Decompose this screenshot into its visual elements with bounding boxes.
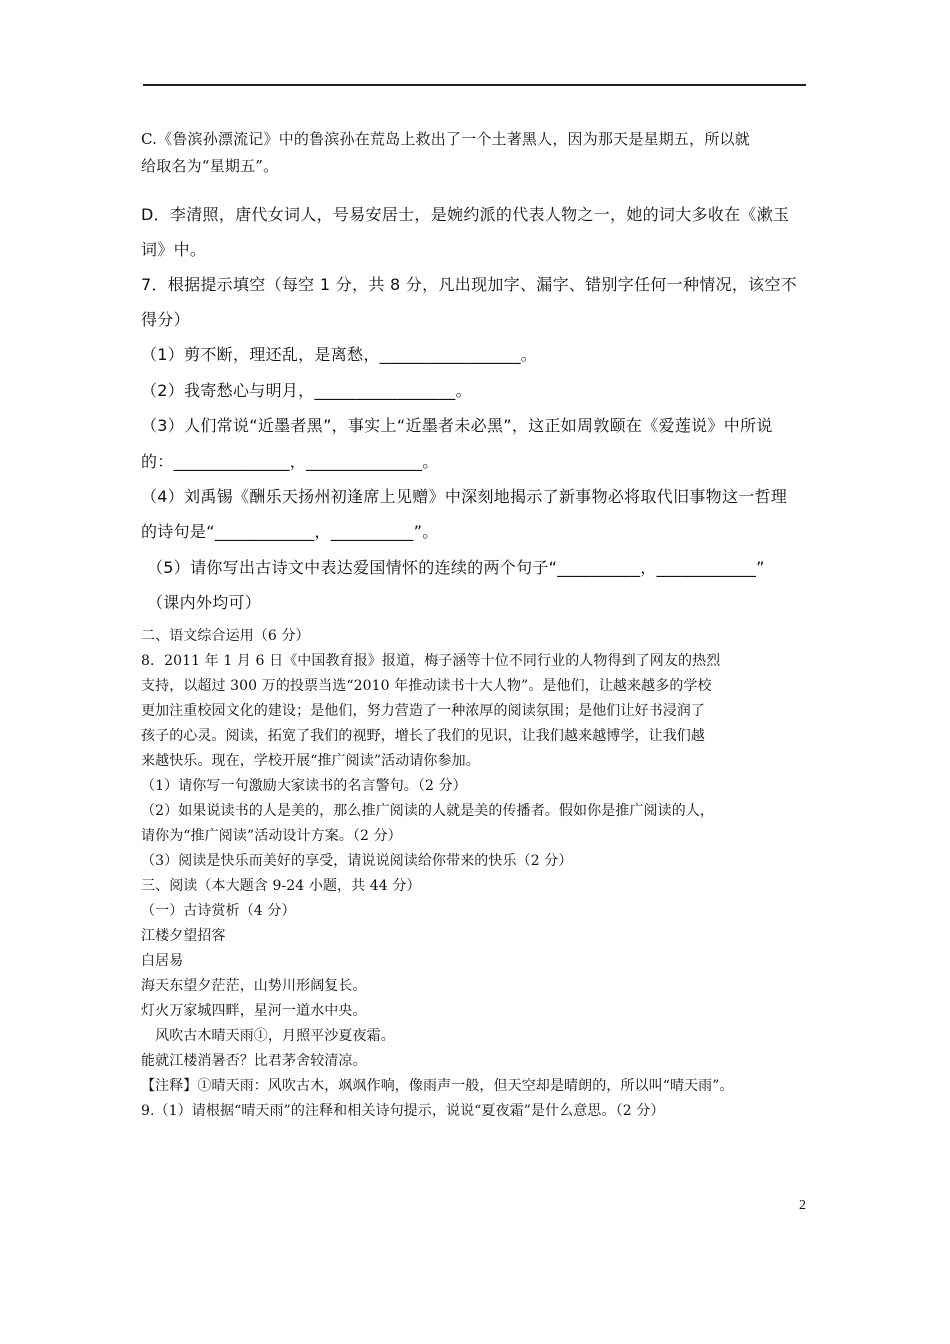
q8-subquestion-3: （3）阅读是快乐而美好的享受，请说说阅读给你带来的快乐（2 分） [141, 853, 573, 869]
option-d-line-1: D．李清照，唐代女词人，号易安居士，是婉约派的代表人物之一，她的词大多收在《漱玉 [141, 205, 790, 224]
subsection-1-heading: （一）古诗赏析（4 分） [141, 903, 296, 919]
q8-paragraph-line-4: 孩子的心灵。阅读，拓宽了我们的视野，增长了我们的见识，让我们越来越博学，让我们越 [141, 728, 705, 744]
q8-subquestion-2-line-1: （2）如果说读书的人是美的，那么推广阅读的人就是美的传播者。假如你是推广阅读的人， [141, 803, 715, 819]
section-2-heading: 二、语文综合运用（6 分） [141, 628, 310, 644]
q7-item-1: （1）剪不断，理还乱，是离愁，_________________。 [141, 345, 538, 364]
poem-line-4: 能就江楼消暑否？比君茅舍较清凉。 [141, 1053, 367, 1069]
q8-subquestion-1: （1）请你写一句激励大家读书的名言警句。（2 分） [141, 778, 467, 794]
poem-line-1: 海天东望夕茫茫，山势川形阔复长。 [141, 978, 367, 994]
q8-paragraph-line-3: 更加注重校园文化的建设；是他们，努力营造了一种浓厚的阅读氛围；是他们让好书浸润了 [141, 703, 705, 719]
option-c-line-2: 给取名为“星期五”。 [141, 157, 279, 175]
q7-item-3-line-2: 的：______________，______________。 [141, 452, 439, 471]
poem-author: 白居易 [141, 953, 184, 969]
poem-title: 江楼夕望招客 [141, 928, 226, 944]
q9-subquestion-1: 9.（1）请根据“晴天雨”的注释和相关诗句提示，说说“夏夜霜”是什么意思。（2 分） [141, 1103, 665, 1119]
q8-paragraph-line-5: 来越快乐。现在，学校开展“推广阅读”活动请你参加。 [141, 753, 480, 769]
q8-subquestion-2-line-2: 请你为“推广阅读”活动设计方案。（2 分） [141, 828, 402, 844]
q7-item-4-line-2: 的诗句是“____________，__________”。 [141, 522, 439, 541]
poem-line-3: 风吹古木晴天雨①，月照平沙夏夜霜。 [141, 1028, 395, 1044]
q7-instruction-line-1: 7．根据提示填空（每空 1 分，共 8 分，凡出现加字、漏字、错别字任何一种情况，该空不 [141, 275, 798, 294]
q7-item-5-line-1: （5）请你写出古诗文中表达爱国情怀的连续的两个句子“__________，____________” [147, 558, 765, 577]
q7-item-5-line-2: （课内外均可） [147, 593, 262, 612]
q8-paragraph-line-1: 8．2011 年 1 月 6 日《中国教育报》报道，梅子涵等十位不同行业的人物得到了网友的热烈 [141, 653, 721, 669]
q7-instruction-line-2: 得分） [141, 310, 190, 329]
poem-annotation: 【注释】①晴天雨：风吹古木，飒飒作响，像雨声一般，但天空却是晴朗的，所以叫“晴天雨”。 [141, 1078, 734, 1094]
section-3-heading: 三、阅读（本大题含 9-24 小题，共 44 分） [141, 878, 421, 894]
q7-item-3-line-1: （3）人们常说“近墨者黑”，事实上“近墨者未必黑”，这正如周敦颐在《爱莲说》中所说 [141, 416, 773, 435]
option-c-line-1: C.《鲁滨孙漂流记》中的鲁滨孙在荒岛上救出了一个土著黑人，因为那天是星期五，所以就 [141, 130, 750, 148]
page-number: 2 [799, 1198, 806, 1213]
q8-paragraph-line-2: 支持，以超过 300 万的投票当选“2010 年推动读书十大人物”。是他们，让越来越多的学校 [141, 678, 712, 694]
poem-line-2: 灯火万家城四畔，星河一道水中央。 [141, 1003, 367, 1019]
option-d-line-2: 词》中。 [141, 240, 207, 259]
header-rule [143, 84, 806, 86]
q7-item-4-line-1: （4）刘禹锡《酬乐天扬州初逢席上见赠》中深刻地揭示了新事物必将取代旧事物这一哲理 [141, 487, 788, 506]
q7-item-2: （2）我寄愁心与明月，_________________。 [141, 381, 472, 400]
